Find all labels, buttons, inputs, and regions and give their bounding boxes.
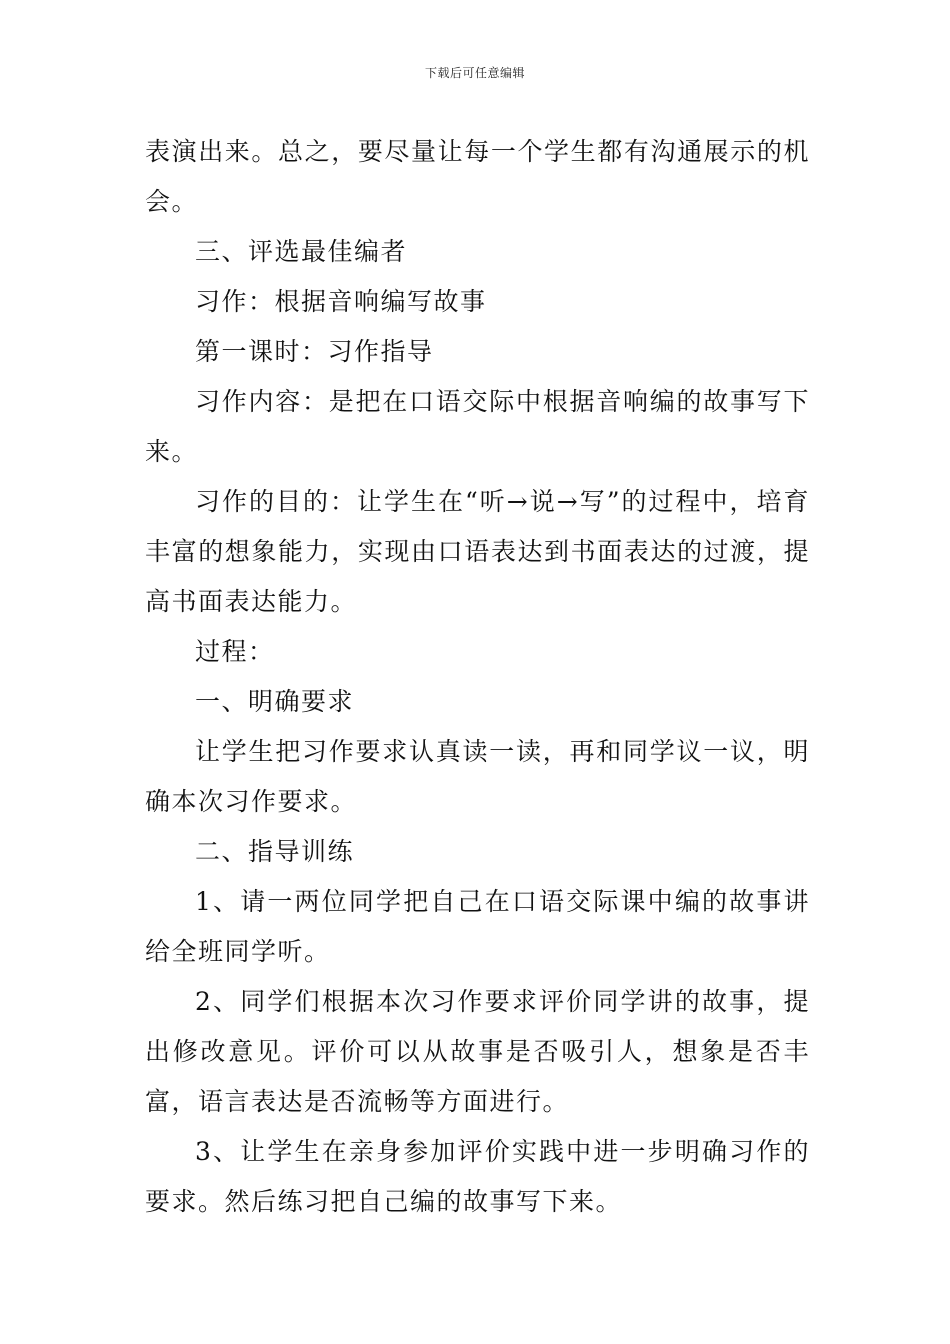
document-body: [145, 127, 810, 1227]
assignment-title: 习作：根据音响编写故事: [195, 287, 487, 316]
page-header-note: 下载后可任意编辑: [424, 66, 525, 80]
step-heading-2: 二、指导训练: [195, 837, 355, 866]
paragraph-1: 表演出来。总之，要尽量让每一个学生都有沟通展示的机会。: [145, 137, 810, 216]
lesson-title: 第一课时：习作指导: [195, 337, 434, 366]
section-heading-3: 三、评选最佳编者: [195, 237, 408, 266]
process-label: 过程：: [195, 637, 275, 666]
assignment-content: 习作内容：是把在口语交际中根据音响编的故事写下来。: [145, 387, 810, 466]
step-1-text: 让学生把习作要求认真读一读，再和同学议一议，明确本次习作要求。: [145, 737, 810, 816]
training-item-3: 3、让学生在亲身参加评价实践中进一步明确习作的要求。然后练习把自己编的故事写下来。: [145, 1137, 810, 1216]
step-heading-1: 一、明确要求: [195, 687, 355, 716]
training-item-1: 1、请一两位同学把自己在口语交际课中编的故事讲给全班同学听。: [145, 887, 810, 966]
assignment-goal: 习作的目的：让学生在“听→说→写”的过程中，培育丰富的想象能力，实现由口语表达到书面表达的过渡，提高书面表达能力。: [145, 487, 810, 616]
training-item-2: 2、同学们根据本次习作要求评价同学讲的故事，提出修改意见。评价可以从故事是否吸引人，想象是否丰富，语言表达是否流畅等方面进行。: [145, 987, 810, 1116]
